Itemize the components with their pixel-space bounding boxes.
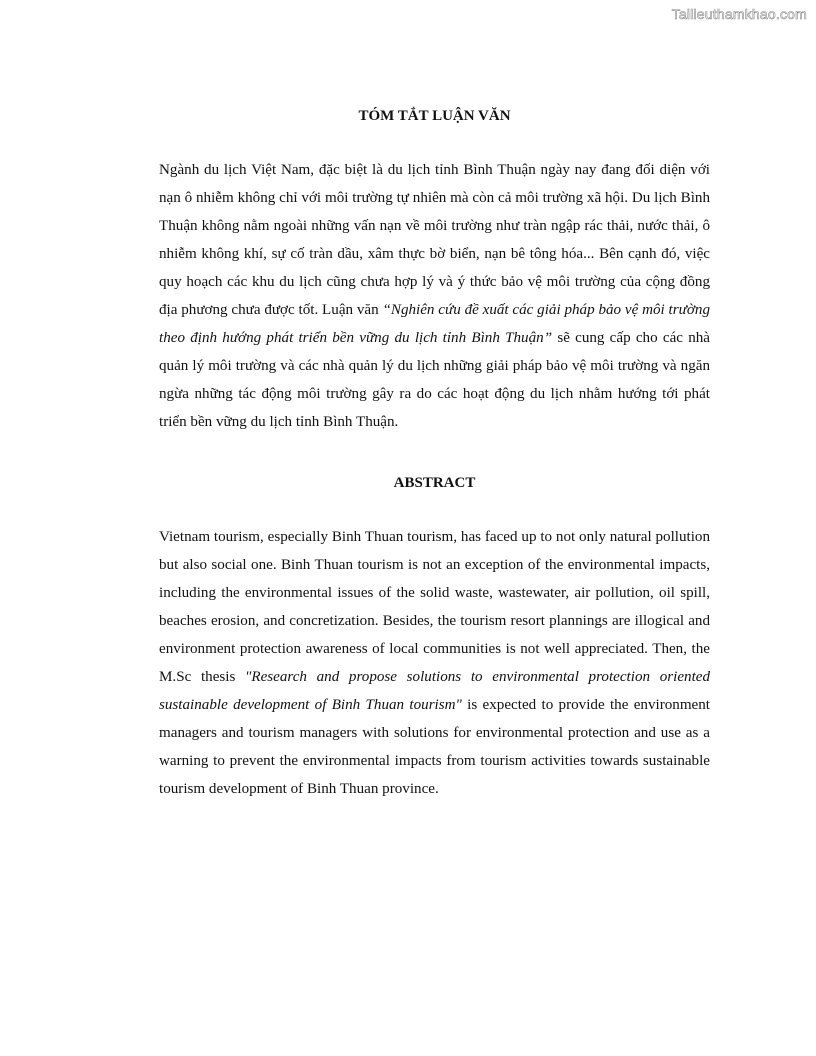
summary-title: TÓM TẮT LUẬN VĂN <box>358 108 511 124</box>
summary-text-part-1: Ngành du lịch Việt Nam, đặc biệt là du lịch tỉnh Bình Thuận ngày nay đang đối diện với nạn ô nhiễm không chỉ với môi trường tự nhiên mà còn cả môi trường xã hội. Du lịch Bình Thuận không nằm ngoài những vấn nạn về môi trường như tràn ngập rác thải, nước thải, ô nhiễm không khí, sự cố tràn dầu, xâm thực bờ biển, nạn bê tông hóa... Bên cạnh đó, việc quy hoạch các khu du lịch cũng chưa hợp lý và ý thức bảo vệ môi trường của cộng đồng địa phương chưa được tốt. Luận văn <box>159 162 710 318</box>
summary-paragraph <box>159 156 710 436</box>
abstract-text-part-1: Vietnam tourism, especially Binh Thuan tourism, has faced up to not only natural pollution but also social one. Binh Thuan tourism is not an exception of the environmental impacts, including the environmental issues of the solid waste, wastewater, air pollution, oil spill, beaches erosion, and concretization. Besides, the tourism resort plannings are illogical and environment protection awareness of local communities is not well appreciated. Then, the M.Sc thesis <box>159 529 710 685</box>
summary-text-part-2: sẽ cung cấp cho các nhà quản lý môi trường và các nhà quản lý du lịch những giải pháp bảo vệ môi trường và ngăn ngừa những tác động môi trường gây ra do các hoạt động du lịch nhằm hướng tới phát triển bền vững du lịch tỉnh Bình Thuận. <box>159 330 710 430</box>
watermark-text: Tailieuthamkhao.com <box>671 6 807 22</box>
document-page <box>159 104 710 803</box>
abstract-title: ABSTRACT <box>393 475 476 491</box>
abstract-paragraph <box>159 523 710 803</box>
abstract-thesis-title: "Research and propose solutions to environmental protection oriented sustainable development of Binh Thuan tourism" <box>159 669 711 713</box>
summary-thesis-title: “Nghiên cứu đề xuất các giải pháp bảo vệ môi trường theo định hướng phát triển bền vững du lịch tỉnh Bình Thuận” <box>159 302 710 346</box>
abstract-text-part-2: is expected to provide the environment managers and tourism managers with solutions for environmental protection and use as a warning to prevent the environmental impacts from tourism activities towards sustainable tourism development of Binh Thuan province. <box>159 697 710 797</box>
